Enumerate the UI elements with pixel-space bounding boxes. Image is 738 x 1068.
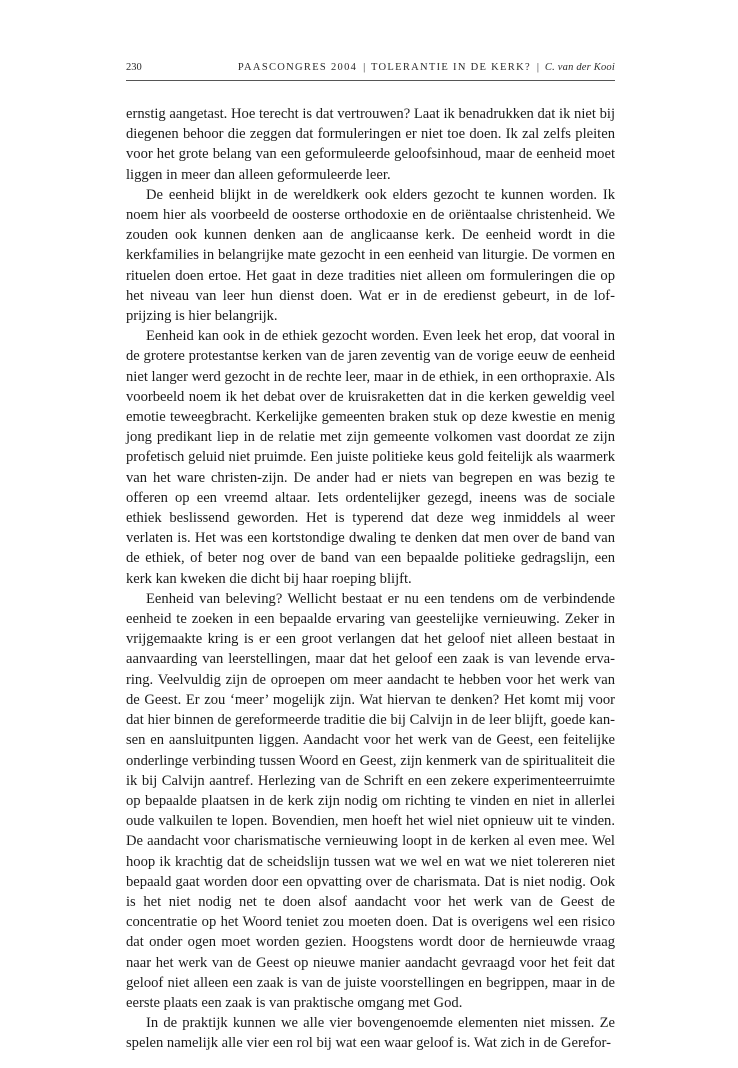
header-divider [126,80,615,81]
running-title [238,62,615,73]
running-title-theme: TOLERANTIE IN DE KERK? [371,62,531,73]
paragraph: Eenheid van beleving? Wellicht bestaat er nu een tendens om de verbindende eenheid te zoeken in een bepaalde ervaring van geestelijke vernieuwing. Zeker in vrijgemaakte kring is er een groot verlangen dat het geloof niet alleen bestaat in aanvaarding van leerstellingen, maar dat het geloof een zaak is van levende ervaring. Veelvuldig zijn de oproepen om meer aandacht te hebben voor het werk van de Geest. Er zou ‘meer’ mogelijk zijn. Wat hiervan te denken? Het komt mij voor dat hier binnen de gereformeerde traditie die bij Calvijn in de leer blijft, goede kansen en aansluitpunten liggen. Aandacht voor het werk van de Geest, een feitelijke onderlinge verbinding tussen Woord en Geest, zijn kenmerk van de spiritualiteit die ik bij Calvijn aantref. Herlezing van de Schrift en een zekere experimenteerruimte op bepaalde plaatsen in de kerk zijn nodig om richting te vinden en niet in allerlei oude valkuilen te lopen. Bovendien, men hoeft het wiel niet opnieuw uit te vinden. De aandacht voor charismatische vernieuwing loopt in de kerken al even mee. Wel hoop ik krachtig dat de scheidslijn tussen wat we wel en wat we niet tolereren niet bepaald gaat worden door een opvatting over de charismata. Dat is niet nodig. Ook is het niet nodig net te doen alsof aandacht voor het werk van de Geest de concentratie op het Woord teniet zou moeten doen. Dat is overigens wel een risico dat onder ogen moet worden gezien. Hoogstens wordt door de hernieuwde vraag naar het werk van de Geest op nieuwe manier aandacht gevraagd voor het feit dat geloof niet alleen een zaak is van de juiste voorstellingen en begrippen, maar in de eerste plaats een zaak is van praktische omgang met God. [126,590,615,1011]
paragraph: Eenheid kan ook in de ethiek gezocht worden. Even leek het erop, dat vooral in de grotere protestantse kerken van de jaren zeventig van de vorige eeuw de eenheid niet langer werd gezocht in de rechte leer, maar in de ethiek, in een orthopraxie. Als voorbeeld noem ik het debat over de kruisraketten dat in die kerken geweldig veel emotie teweegbracht. Kerkelijke gemeenten braken stuk op deze kwestie en menig jong predikant liep in de relatie met zijn gemeente volkomen vast doordat ze zijn profetisch geluid niet pruimde. Een juiste politieke keus gold feitelijk als waarmerk van het ware christen-zijn. De ander had er niets van begrepen en was bezig te offeren op een vreemd altaar. Iets ordentelijker gezegd, ineens was de sociale ethiek beslissend geworden. Het is typerend dat deze weg inmiddels al weer verlaten is. Het was een kortstondige dwaling te denken dat men over de band van de ethiek, of beter nog over de band van een bepaalde politieke gedragslijn, een kerk kan kweken die dicht bij haar roeping blijft. [126,328,615,587]
body-text [126,104,615,1054]
paragraph: In de praktijk kunnen we alle vier bovengenoemde elementen niet missen. Ze spelen namelijk alle vier een rol bij wat een waar geloof is. Wat zich in de Gerefor- [126,1015,615,1052]
running-author: C. van der Kooi [544,62,615,73]
paragraph: ernstig aangetast. Hoe terecht is dat vertrouwen? Laat ik benadrukken dat ik niet bij diegenen behoor die zeggen dat formuleringen er niet toe doen. Ik zal zelfs pleiten voor het grote belang van een geformuleerde geloofsinhoud, maar de eenheid moet liggen in meer dan alleen geformuleerde leer. [126,106,615,183]
paragraph: De eenheid blijkt in de wereldkerk ook elders gezocht te kunnen worden. Ik noem hier als voorbeeld de oosterse orthodoxie en de oriëntaalse christenheid. We zouden ook kunnen denken aan de anglicaanse kerk. De eenheid wordt in die kerkfamilies in belangrijke mate gezocht in een eenheid van liturgie. De vormen en rituelen doen ertoe. Het gaat in deze tradities niet alleen om formuleringen die op het niveau van leer hun dienst doen. Wat er in de eredienst gebeurt, in de lofprijzing is hier belangrijk. [126,186,615,325]
header-separator: | [536,62,539,73]
running-title-congress: PAASCONGRES 2004 [237,62,358,73]
page-number: 230 [126,62,142,73]
running-header [126,62,615,76]
header-separator: | [363,62,366,73]
